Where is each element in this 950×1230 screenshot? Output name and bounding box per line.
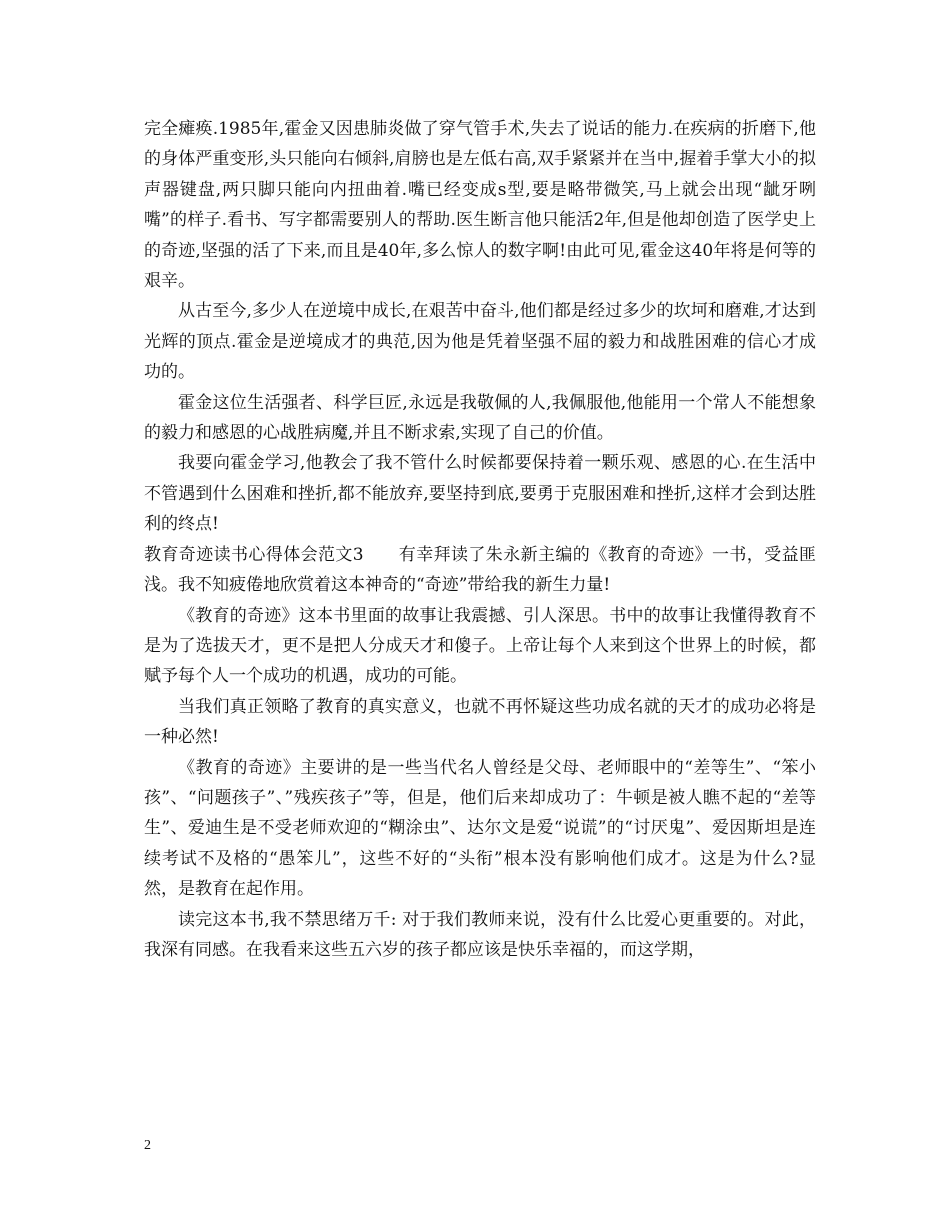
paragraph-meaning-of-education: 当我们真正领略了教育的真实意义，也就不再怀疑这些功成名就的天才的成功必将是一种必然! bbox=[144, 696, 816, 748]
page-number: 2 bbox=[144, 1138, 151, 1153]
body-text bbox=[144, 114, 816, 965]
paragraph-reflection: 读完这本书,我不禁思绪万千: 对于我们教师来说，没有什么比爱心更重要的。对此，我深有同感。在我看来这些五六岁的孩子都应该是快乐幸福的，而这学期， bbox=[144, 909, 816, 960]
paragraph-admiration: 霍金这位生活强者、科学巨匠,永远是我敬佩的人,我佩服他,他能用一个常人不能想象的毅力和感恩的心战胜病魔,并且不断求索,实现了自己的价值。 bbox=[144, 392, 816, 444]
paragraph-hawking-illness: 完全瘫痪.1985年,霍金又因患肺炎做了穿气管手术,失去了说话的能力.在疾病的折磨下,他的身体严重变形,头只能向右倾斜,肩膀也是左低右高,双手紧紧并在当中,握着手掌大小的拟声器键盘,两只脚只能向内扭曲着.嘴已经变成s型,要是略带微笑,马上就会出现“龇牙咧嘴”的样子.看书、写字都需要别人的帮助.医生断言他只能活2年,但是他却创造了医学史上的奇迹,坚强的活了下来,而且是40年,多么惊人的数字啊!由此可见,霍金这40年将是何等的艰辛。 bbox=[144, 119, 816, 292]
paragraph-essay-3-intro: 教育奇迹读书心得体会范文3 有幸拜读了朱永新主编的《教育的奇迹》一书，受益匪浅。我不知疲倦地欣赏着这本神奇的“奇迹”带给我的新生力量! bbox=[144, 544, 816, 596]
paragraph-famous-examples: 《教育的奇迹》主要讲的是一些当代名人曾经是父母、老师眼中的“差等生”、“笨小孩”、“问题孩子”、”残疾孩子”等，但是，他们后来却成功了：牛顿是被人瞧不起的“差等生”、爱迪生是不受老师欢迎的“糊涂虫”、达尔文是爱“说谎”的“讨厌鬼”、爱因斯坦是连续考试不及格的“愚笨儿”，这些不好的“头衔”根本没有影响他们成才。这是为什么?显然，是教育在起作用。 bbox=[144, 757, 816, 900]
paragraph-adversity: 从古至今,多少人在逆境中成长,在艰苦中奋斗,他们都是经过多少的坎坷和磨难,才达到光辉的顶点.霍金是逆境成才的典范,因为他是凭着坚强不屈的毅力和战胜困难的信心才成功的。 bbox=[144, 301, 816, 383]
paragraph-learn-from-hawking: 我要向霍金学习,他教会了我不管什么时候都要保持着一颗乐观、感恩的心.在生活中不管遇到什么困难和挫折,都不能放弃,要坚持到底,要勇于克服困难和挫折,这样才会到达胜利的终点! bbox=[144, 453, 816, 535]
paragraph-book-impression: 《教育的奇迹》这本书里面的故事让我震撼、引人深思。书中的故事让我懂得教育不是为了选拔天才，更不是把人分成天才和傻子。上帝让每个人来到这个世界上的时候，都赋予每个人一个成功的机遇，成功的可能。 bbox=[144, 605, 816, 687]
